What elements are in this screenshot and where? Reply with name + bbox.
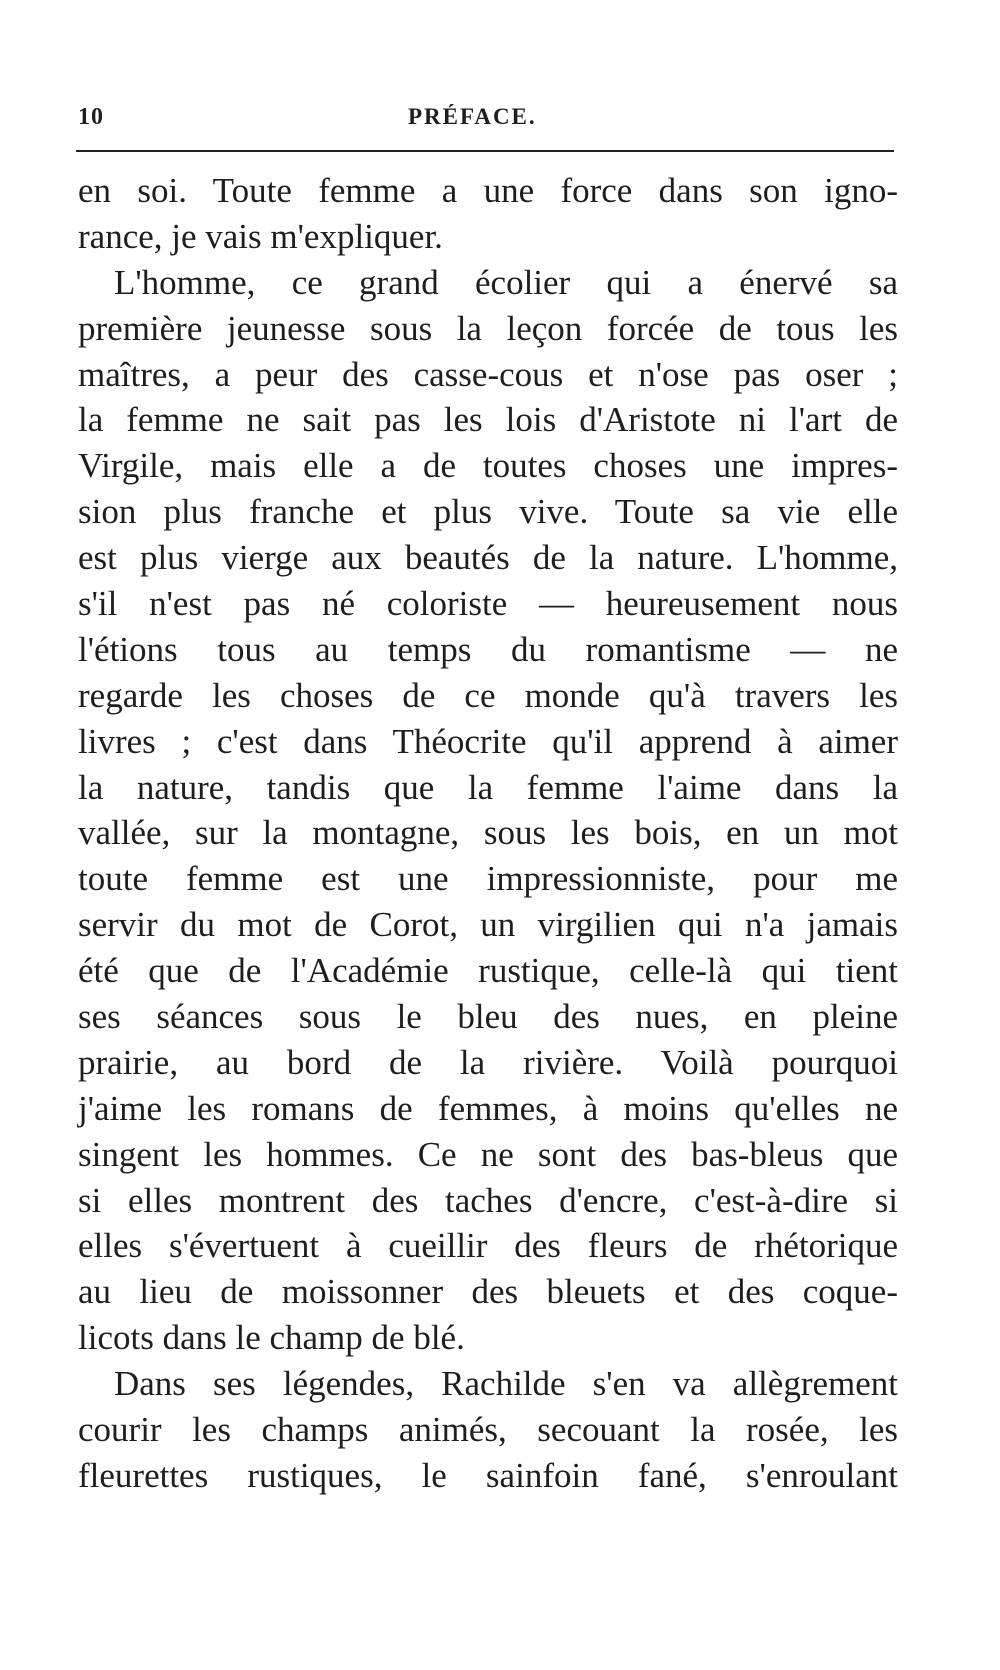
text-line: vallée, sur la montagne, sous les bois, en un mot bbox=[78, 813, 898, 853]
text-line: Virgile, mais elle a de toutes choses une impres- bbox=[78, 446, 898, 486]
header-rule bbox=[76, 150, 894, 152]
text-line: la nature, tandis que la femme l'aime dans la bbox=[78, 767, 898, 807]
text-line: été que de l'Académie rustique, celle-là qui tient bbox=[78, 951, 898, 991]
text-line: j'aime les romans de femmes, à moins qu'elles ne bbox=[78, 1088, 898, 1128]
text-line: elles s'évertuent à cueillir des fleurs de rhétorique bbox=[78, 1226, 898, 1266]
text-line: licots dans le champ de blé. bbox=[78, 1318, 465, 1358]
text-line: fleurettes rustiques, le sainfoin fané, s'enroulant bbox=[78, 1455, 898, 1495]
text-line: ses séances sous le bleu des nues, en pleine bbox=[78, 997, 898, 1037]
text-line: au lieu de moissonner des bleuets et des coque- bbox=[78, 1272, 898, 1312]
text-line: livres ; c'est dans Théocrite qu'il apprend à aimer bbox=[78, 721, 898, 761]
text-line: toute femme est une impressionniste, pour me bbox=[78, 859, 898, 899]
text-line: est plus vierge aux beautés de la nature. L'homme, bbox=[78, 538, 898, 578]
text-line: L'homme, ce grand écolier qui a énervé sa bbox=[114, 262, 898, 302]
running-title: PRÉFACE. bbox=[408, 104, 537, 129]
paragraph-1 bbox=[78, 168, 898, 260]
text-line: s'il n'est pas né coloriste — heureusement nous bbox=[78, 584, 898, 624]
page-number: 10 bbox=[78, 104, 104, 130]
text-line: l'étions tous au temps du romantisme — ne bbox=[78, 629, 898, 669]
body-text bbox=[78, 168, 898, 1499]
text-line: regarde les choses de ce monde qu'à travers les bbox=[78, 675, 898, 715]
text-line: première jeunesse sous la leçon forcée de tous les bbox=[78, 308, 898, 348]
text-line: sion plus franche et plus vive. Toute sa vie elle bbox=[78, 492, 898, 532]
text-line: rance, je vais m'expliquer. bbox=[78, 216, 443, 256]
text-line: singent les hommes. Ce ne sont des bas-bleus que bbox=[78, 1134, 898, 1174]
paragraph-2 bbox=[78, 260, 898, 1361]
text-line: courir les champs animés, secouant la rosée, les bbox=[78, 1410, 898, 1450]
text-line: maîtres, a peur des casse-cous et n'ose pas oser ; bbox=[78, 354, 898, 394]
text-line: la femme ne sait pas les lois d'Aristote ni l'art de bbox=[78, 400, 898, 440]
paragraph-3 bbox=[78, 1361, 898, 1499]
text-line: prairie, au bord de la rivière. Voilà pourquoi bbox=[78, 1042, 898, 1082]
text-line: si elles montrent des taches d'encre, c'est-à-dire si bbox=[78, 1180, 898, 1220]
running-head bbox=[78, 100, 896, 140]
text-line: Dans ses légendes, Rachilde s'en va allègrement bbox=[114, 1364, 898, 1404]
text-line: en soi. Toute femme a une force dans son igno- bbox=[78, 171, 898, 210]
text-line: servir du mot de Corot, un virgilien qui n'a jamais bbox=[78, 905, 898, 945]
